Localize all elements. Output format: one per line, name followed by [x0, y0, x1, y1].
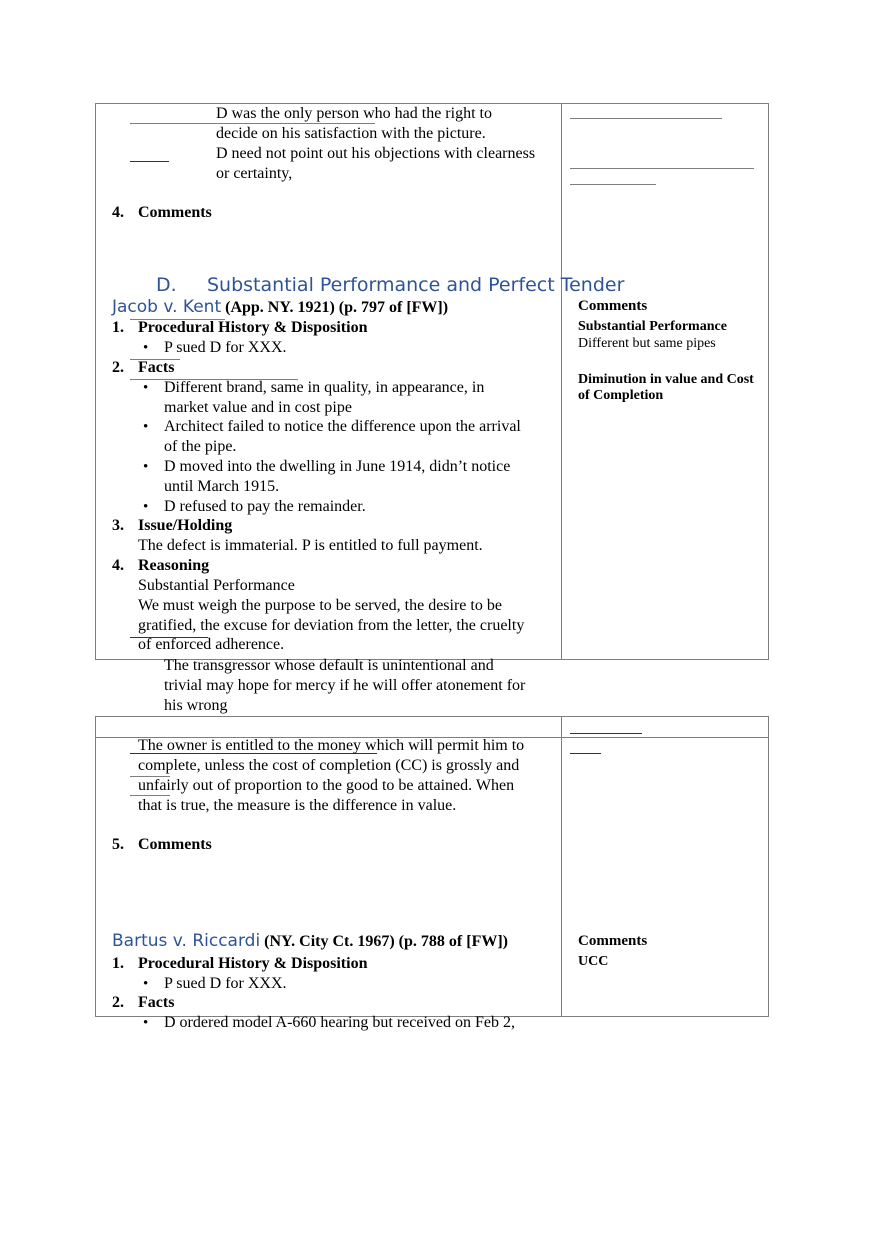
side-line	[570, 168, 754, 169]
quote-line: The transgressor whose default is unintentional and	[164, 657, 494, 674]
side-note: Different but same pipes	[578, 336, 716, 351]
side-note: Diminution in value and Cost	[578, 372, 754, 387]
text-line: The owner is entitled to the money which will permit him to	[138, 737, 525, 754]
side-line	[570, 184, 656, 185]
bullet-icon: •	[143, 1015, 149, 1031]
facts-heading: Facts	[138, 994, 175, 1011]
comments-heading: Comments	[138, 836, 212, 853]
reasoning-line: We must weigh the purpose to be served, the desire to be	[138, 597, 502, 614]
margin-line	[130, 161, 169, 162]
table-2-column-divider	[561, 716, 562, 1017]
heading-number: 3.	[112, 517, 124, 534]
case-heading	[112, 297, 448, 317]
text-line: D was the only person who had the right to	[216, 105, 492, 122]
comments-heading: Comments	[138, 204, 212, 221]
side-comments-heading: Comments	[578, 933, 648, 949]
heading-number: 4.	[112, 557, 124, 574]
heading-number: 1.	[112, 319, 124, 336]
heading-number: 5.	[112, 836, 124, 853]
reasoning-line: of enforced adherence.	[138, 636, 285, 653]
bullet-icon: •	[143, 499, 149, 515]
list-item: P sued D for XXX.	[164, 339, 287, 356]
bullet-icon: •	[143, 380, 149, 396]
case-citation: (NY. City Ct. 1967) (p. 788 of [FW])	[264, 933, 508, 950]
case-heading	[112, 931, 508, 951]
bullet-icon: •	[143, 419, 149, 435]
text-line: decide on his satisfaction with the picture.	[216, 125, 486, 142]
heading-number: 2.	[112, 994, 124, 1011]
margin-line	[130, 795, 170, 796]
text-line: complete, unless the cost of completion (CC) is grossly and	[138, 757, 520, 774]
list-item-continuation: of the pipe.	[164, 438, 237, 455]
bullet-icon: •	[143, 459, 149, 475]
case-name: Bartus v. Riccardi	[112, 931, 261, 951]
case-citation: (App. NY. 1921) (p. 797 of [FW])	[225, 299, 449, 316]
text-line: D need not point out his objections with clearness	[216, 145, 536, 162]
text-line: or certainty,	[216, 165, 293, 182]
reasoning-heading: Reasoning	[138, 557, 210, 574]
issue-holding-heading: Issue/Holding	[138, 517, 233, 534]
list-item: D ordered model A-660 hearing but received on Feb 2,	[164, 1014, 516, 1031]
list-item: D moved into the dwelling in June 1914, didn’t notice	[164, 458, 511, 475]
bullet-icon: •	[143, 340, 149, 356]
heading-number: 2.	[112, 359, 124, 376]
holding-text: The defect is immaterial. P is entitled to full payment.	[138, 537, 483, 554]
side-line	[570, 118, 722, 119]
heading-number: 4.	[112, 204, 124, 221]
side-note: UCC	[578, 954, 609, 969]
list-item-continuation: until March 1915.	[164, 478, 280, 495]
quote-line: trivial may hope for mercy if he will offer atonement for	[164, 677, 526, 694]
reasoning-line: Substantial Performance	[138, 577, 295, 594]
reasoning-line: gratified, the excuse for deviation from the letter, the cruelty	[138, 617, 525, 634]
text-line: unfairly out of proportion to the good to be attained. When	[138, 777, 515, 794]
text-line: that is true, the measure is the difference in value.	[138, 797, 457, 814]
side-comments-heading: Comments	[578, 298, 648, 314]
list-item: Different brand, same in quality, in appearance, in	[164, 379, 485, 396]
list-item: P sued D for XXX.	[164, 975, 287, 992]
list-item: D refused to pay the remainder.	[164, 498, 366, 515]
margin-line	[130, 123, 375, 124]
side-note: Substantial Performance	[578, 319, 727, 334]
case-name: Jacob v. Kent	[112, 297, 222, 317]
section-letter: D.	[156, 274, 177, 296]
procedural-history-heading: Procedural History & Disposition	[138, 319, 368, 336]
facts-heading: Facts	[138, 359, 175, 376]
quote-line: his wrong	[164, 697, 228, 714]
side-note: of Completion	[578, 388, 664, 403]
side-line	[570, 753, 601, 754]
heading-number: 1.	[112, 955, 124, 972]
table-1-column-divider	[561, 103, 562, 660]
side-line	[570, 733, 642, 734]
list-item-continuation: market value and in cost pipe	[164, 399, 352, 416]
procedural-history-heading: Procedural History & Disposition	[138, 955, 368, 972]
section-title: Substantial Performance and Perfect Tender	[207, 274, 625, 296]
bullet-icon: •	[143, 976, 149, 992]
list-item: Architect failed to notice the difference upon the arrival	[164, 418, 521, 435]
